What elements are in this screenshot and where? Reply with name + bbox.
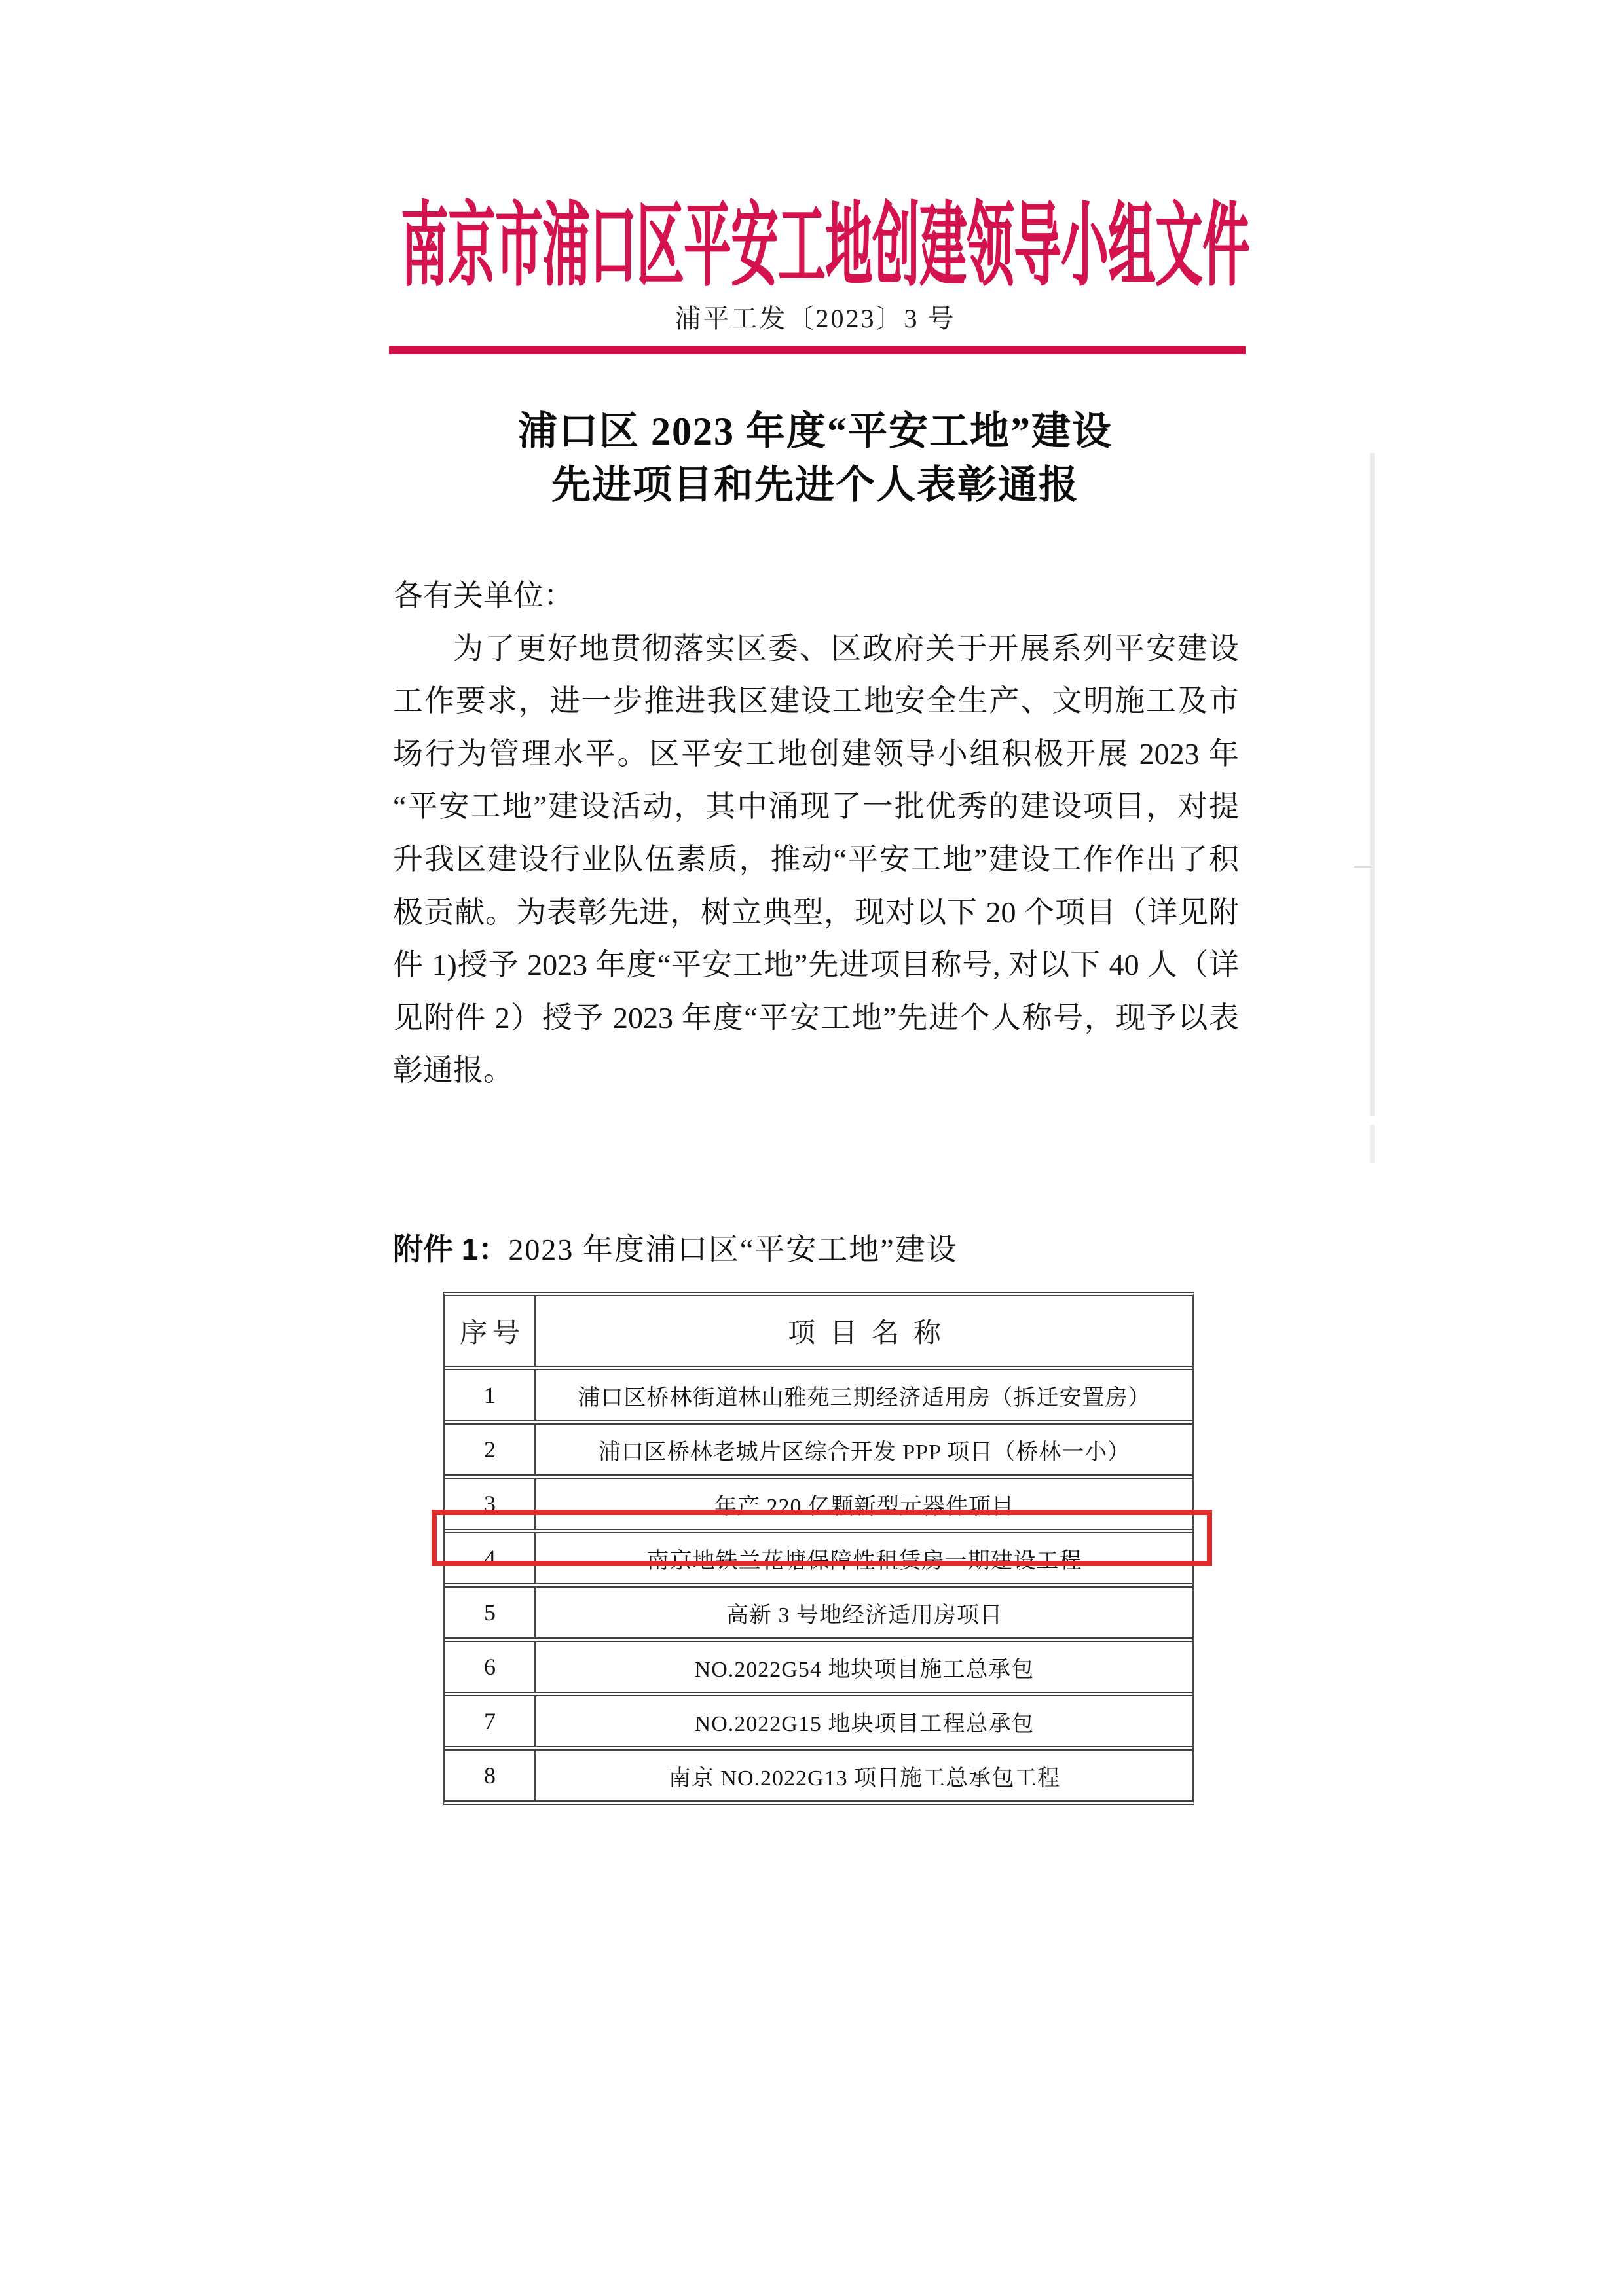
doc-title bbox=[383, 405, 1247, 512]
body-line: 极贡献。为表彰先进，树立典型，现对以下 20 个项目（详见附 bbox=[393, 895, 1239, 929]
header-cell-name: 项目名称 bbox=[787, 1319, 955, 1349]
row-number: 8 bbox=[445, 1751, 536, 1800]
org-title: 南京市浦口区平安工地创建领导小组文件 bbox=[400, 195, 1249, 298]
attachment-title: 2023 年度浦口区“平安工地”建设 bbox=[508, 1233, 958, 1266]
attachment-heading bbox=[393, 1228, 1257, 1270]
scan-artifact-line bbox=[1370, 1125, 1375, 1163]
row-project-name: 南京 NO.2022G13 项目施工总承包工程 bbox=[668, 1766, 1061, 1791]
row-project-name: NO.2022G54 地块项目施工总承包 bbox=[694, 1657, 1035, 1682]
row-project-name: 高新 3 号地经济适用房项目 bbox=[726, 1603, 1003, 1628]
red-separator-bar bbox=[389, 346, 1246, 354]
letterhead bbox=[393, 175, 1257, 300]
body-line: 升我区建设行业队伍素质，推动“平安工地”建设工作作出了积 bbox=[393, 842, 1239, 876]
body-text bbox=[393, 570, 1239, 1097]
table-row bbox=[445, 1642, 1192, 1696]
row-project-name: 年产 220 亿颗新型元器件项目 bbox=[714, 1494, 1014, 1519]
row-project-name: 浦口区桥林老城片区综合开发 PPP 项目（桥林一小） bbox=[598, 1440, 1131, 1465]
table-row bbox=[445, 1425, 1192, 1479]
doc-number: 浦平工发〔2023〕3 号 bbox=[674, 303, 956, 333]
row-number: 6 bbox=[445, 1642, 536, 1692]
table-row bbox=[445, 1696, 1192, 1751]
attachment-label: 附件 1： bbox=[393, 1232, 509, 1266]
table-header-row bbox=[445, 1296, 1192, 1370]
row-number: 7 bbox=[445, 1696, 536, 1746]
header-cell-no: 序号 bbox=[445, 1296, 536, 1366]
doc-title-line1: 浦口区 2023 年度“平安工地”建设 bbox=[518, 410, 1113, 453]
body-line: 见附件 2）授予 2023 年度“平安工地”先进个人称号，现予以表 bbox=[393, 1000, 1239, 1034]
row-project-name: 南京地铁兰花塘保障性租赁房一期建设工程 bbox=[646, 1548, 1082, 1573]
salutation: 各有关单位： bbox=[393, 579, 574, 612]
row-number: 1 bbox=[445, 1370, 536, 1420]
body-line: 场行为管理水平。区平安工地创建领导小组积极开展 2023 年 bbox=[393, 737, 1239, 771]
row-number: 3 bbox=[445, 1479, 536, 1529]
table-row bbox=[445, 1588, 1192, 1642]
body-line: “平安工地”建设活动，其中涌现了一批优秀的建设项目，对提 bbox=[393, 790, 1239, 824]
row-project-name: 浦口区桥林街道林山雅苑三期经济适用房（拆迁安置房） bbox=[578, 1385, 1151, 1410]
body-line: 为了更好地贯彻落实区委、区政府关于开展系列平安建设 bbox=[453, 631, 1239, 665]
scan-artifact-line bbox=[1370, 453, 1375, 1116]
body-line: 彰通报。 bbox=[393, 1053, 513, 1087]
table-row bbox=[445, 1370, 1192, 1425]
row-number: 5 bbox=[445, 1588, 536, 1637]
row-project-name: NO.2022G15 地块项目工程总承包 bbox=[694, 1711, 1035, 1736]
highlight-box bbox=[432, 1510, 1212, 1566]
row-number: 2 bbox=[445, 1425, 536, 1474]
body-line: 件 1)授予 2023 年度“平安工地”先进项目称号, 对以下 40 人（详 bbox=[393, 948, 1239, 982]
row-number: 4 bbox=[445, 1533, 536, 1583]
scan-artifact-mark bbox=[1354, 866, 1371, 868]
table-row bbox=[445, 1751, 1192, 1800]
body-line: 工作要求，进一步推进我区建设工地安全生产、文明施工及市 bbox=[393, 684, 1239, 718]
doc-title-line2: 先进项目和先进个人表彰通报 bbox=[551, 464, 1079, 507]
